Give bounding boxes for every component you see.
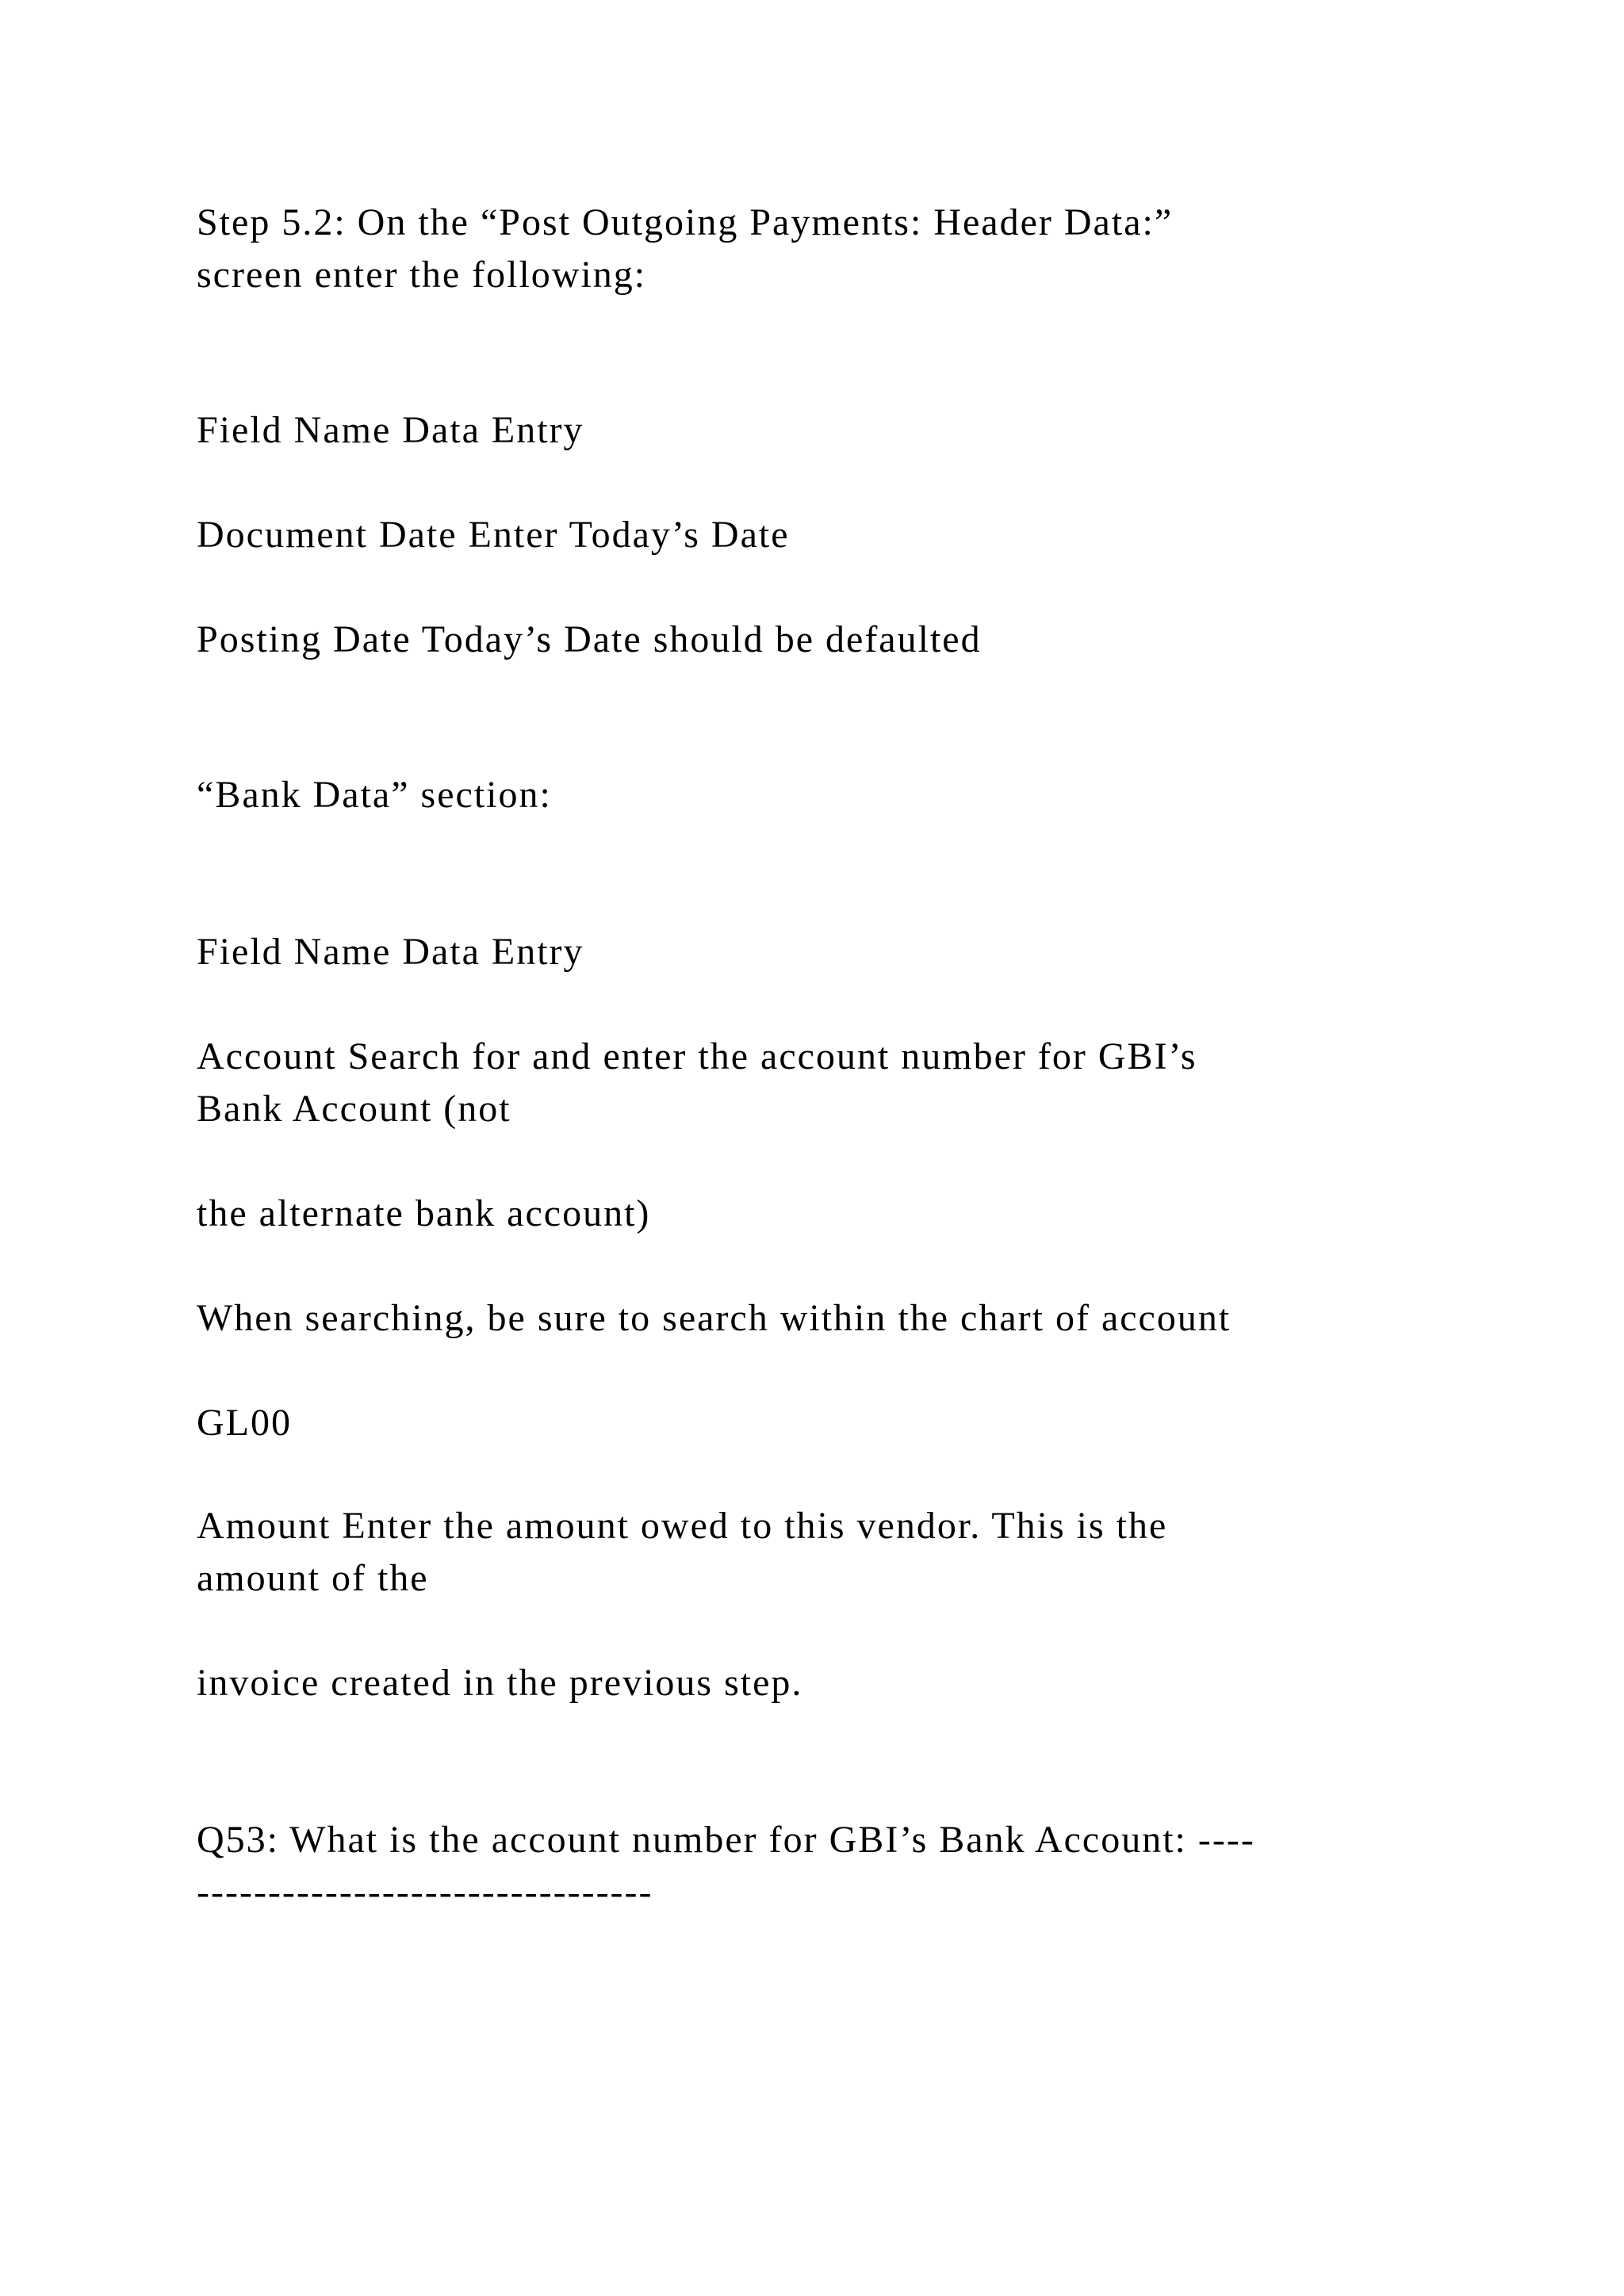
table-2-amount-line-3: invoice created in the previous step. [197,1662,803,1704]
question-q53-line-2: -------------------------------- [197,1871,653,1913]
table-2-account-line-4: When searching, be sure to search within the chart of account [197,1297,1231,1339]
table-1-row-posting-date: Posting Date Today’s Date should be defaulted [197,618,982,660]
table-2-amount-line-2: amount of the [197,1557,429,1599]
question-q53-line-1: Q53: What is the account number for GBI’s Bank Account: ---- [197,1819,1255,1861]
table-2-account-line-1: Account Search for and enter the account number for GBI’s [197,1035,1197,1077]
table-2-account-line-2: Bank Account (not [197,1088,511,1130]
table-1-row-document-date: Document Date Enter Today’s Date [197,514,790,556]
table-2-header: Field Name Data Entry [197,931,584,973]
table-1-header: Field Name Data Entry [197,409,584,451]
table-2-amount-line-1: Amount Enter the amount owed to this vendor. This is the [197,1505,1168,1547]
table-2-account-line-3: the alternate bank account) [197,1192,651,1234]
step-heading-line-2: screen enter the following: [197,254,647,296]
table-2-account-line-5: GL00 [197,1402,292,1444]
step-heading-line-1: Step 5.2: On the “Post Outgoing Payments: Header Data:” [197,201,1174,243]
bank-data-section-title: “Bank Data” section: [197,774,552,816]
